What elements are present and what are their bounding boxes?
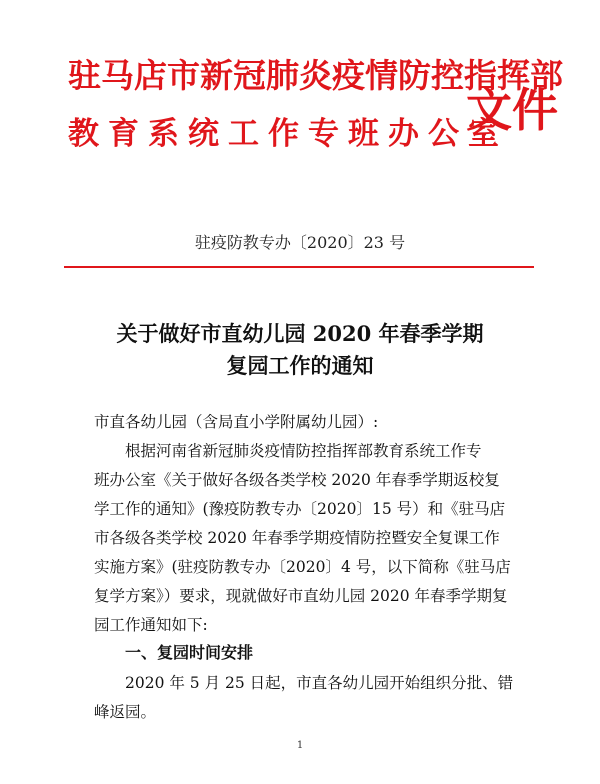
salutation: 市直各幼儿园（含局直小学附属幼儿园）: xyxy=(94,413,379,431)
page-number: 1 xyxy=(296,740,304,751)
paragraph-line: 复学方案》）要求，现就做好市直幼儿园 2020 年春季学期复 xyxy=(94,587,508,605)
section-heading: 一、复园时间安排 xyxy=(125,643,254,662)
red-divider xyxy=(64,266,534,268)
issuing-office-line-1: 驻马店市新冠肺炎疫情防控指挥部 xyxy=(68,56,563,95)
paragraph-line: 学工作的通知》(豫疫防教专办〔2020〕15 号）和《驻马店 xyxy=(94,500,506,518)
paragraph-line: 根据河南省新冠肺炎疫情防控指挥部教育系统工作专 xyxy=(125,442,482,460)
paragraph-line: 实施方案》(驻疫防教专办〔2020〕4 号，以下简称《驻马店 xyxy=(94,558,511,576)
document-title-line-1: 关于做好市直幼儿园 2020 年春季学期 xyxy=(116,321,484,346)
document-title-line-2: 复园工作的通知 xyxy=(226,353,374,378)
paragraph-line: 班办公室《关于做好各级各类学校 2020 年春季学期返校复 xyxy=(94,471,500,489)
paragraph-line: 2020 年 5 月 25 日起，市直各幼儿园开始组织分批、错 xyxy=(125,674,514,692)
document-type-label: 文件 xyxy=(466,83,558,137)
body-paragraph-2 xyxy=(94,669,544,727)
paragraph-line: 市各级各类学校 2020 年春季学期疫情防控暨安全复课工作 xyxy=(94,529,500,547)
body-paragraph-1 xyxy=(94,437,544,640)
paragraph-line: 园工作通知如下: xyxy=(94,616,208,634)
document-number: 驻疫防教专办〔2020〕23 号 xyxy=(194,233,406,252)
paragraph-line: 峰返园。 xyxy=(94,703,157,721)
issuing-office-line-2: 教育系统工作专班办公室 xyxy=(68,116,508,152)
